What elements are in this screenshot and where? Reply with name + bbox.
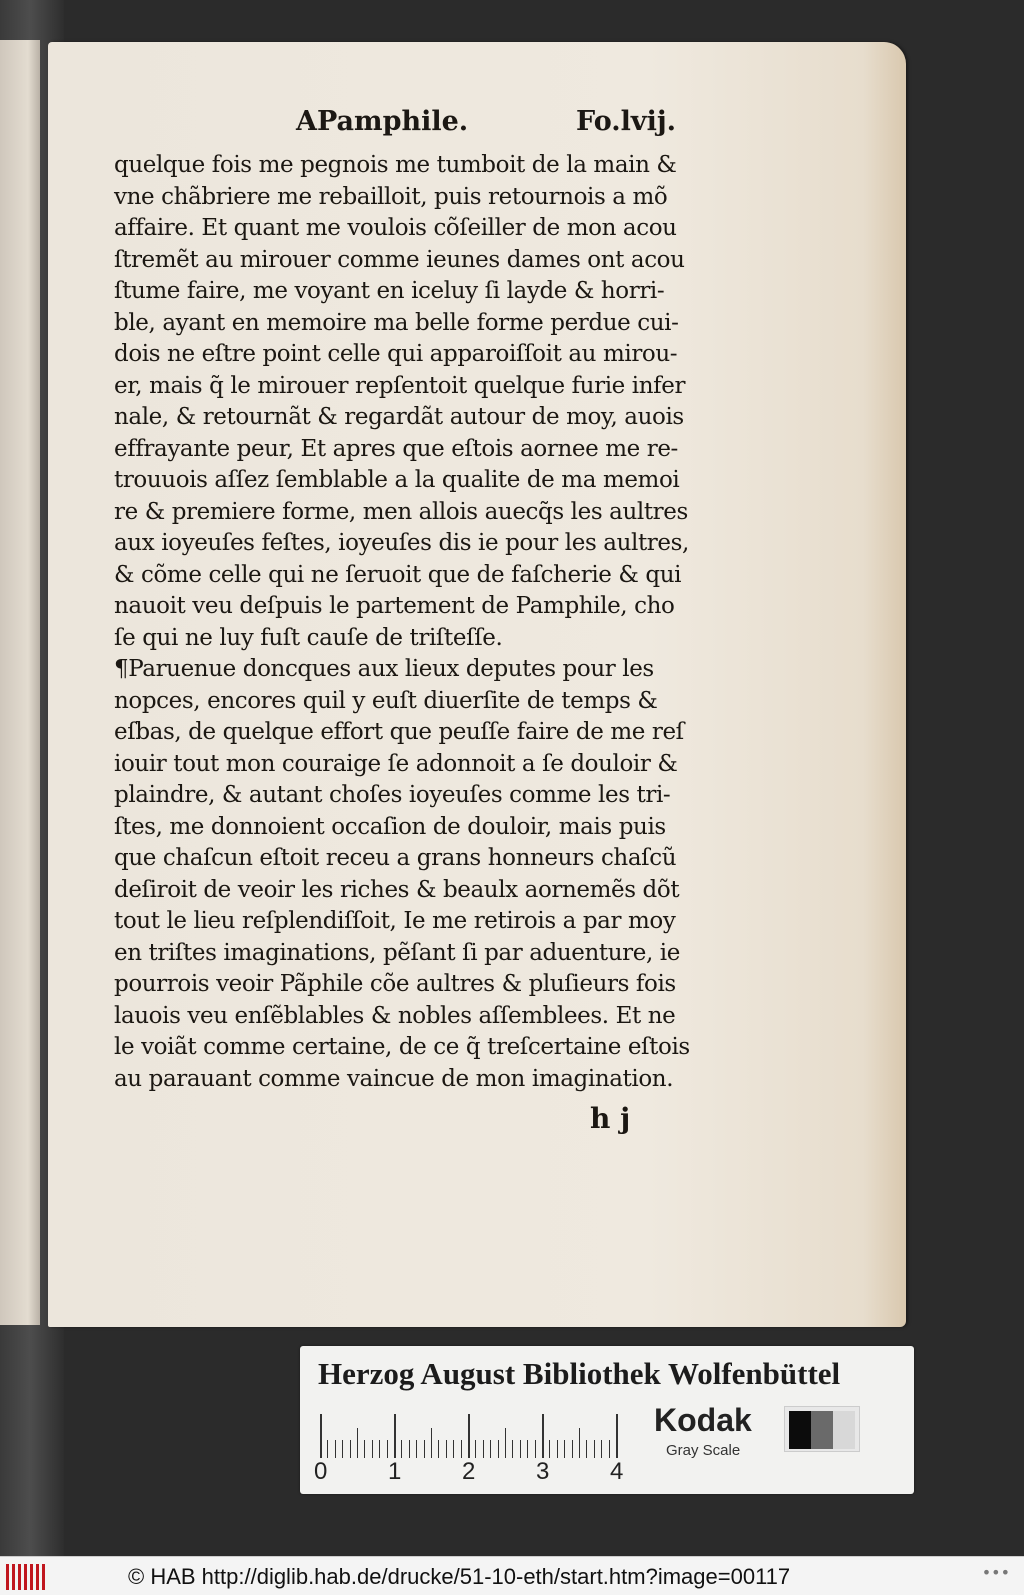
ruler-tick — [379, 1440, 380, 1458]
text-line: au parauant comme vaincue de mon imagination. — [114, 1065, 674, 1092]
ruler-tick — [475, 1440, 476, 1458]
ruler-tick — [594, 1440, 595, 1458]
ruler-number: 1 — [388, 1458, 402, 1485]
page-header — [296, 106, 676, 146]
ruler-tick — [372, 1440, 373, 1458]
ruler-tick — [416, 1440, 417, 1458]
ruler-tick — [357, 1428, 358, 1458]
ruler-number: 0 — [314, 1458, 328, 1485]
ruler-tick — [438, 1440, 439, 1458]
light-swatch — [833, 1411, 855, 1449]
ruler-tick — [601, 1440, 602, 1458]
ruler-tick — [453, 1440, 454, 1458]
ruler-tick — [505, 1428, 506, 1458]
text-line: nopces, encores quil y euſt diuerſite de temps & — [114, 687, 658, 714]
text-line: quelque fois me pegnois me tumboit de la main & — [114, 152, 677, 178]
ruler-tick — [468, 1414, 470, 1458]
calibration-card — [300, 1346, 914, 1494]
text-line: ſtremẽt au mirouer comme ieunes dames ont acou — [114, 246, 685, 273]
signature-mark: h j — [590, 1102, 631, 1135]
ruler-tick — [431, 1428, 432, 1458]
page-text — [114, 150, 734, 1095]
text-line: ¶Paruenue doncques aux lieux deputes pour les — [114, 656, 654, 682]
ruler-tick — [387, 1440, 388, 1458]
text-line: en triſtes imaginations, pẽſant ſi par aduenture, ie — [114, 939, 680, 966]
text-line: ſtume faire, me voyant en iceluy ſi layde & horri- — [114, 278, 665, 304]
ruler-tick — [364, 1440, 365, 1458]
text-line: ſe qui ne luy fuſt cauſe de triſteſſe. — [114, 624, 503, 651]
text-line: pourrois veoir Pãphile cõe aultres & pluſieurs fois — [114, 971, 676, 997]
text-line: er, mais q̃ le mirouer repſentoit quelque furie infer — [114, 372, 686, 399]
ruler-tick — [527, 1440, 528, 1458]
ruler-tick — [401, 1440, 402, 1458]
text-line: ſtes, me donnoient occaſion de douloir, mais puis — [114, 813, 666, 840]
text-line: iouir tout mon couraige ſe adonnoit a ſe douloir & — [114, 750, 678, 777]
text-line: lauois veu enſẽblables & nobles aſſemblees. Et ne — [114, 1002, 676, 1029]
text-line: nauoit veu deſpuis le partement de Pamphile, cho — [114, 593, 675, 619]
gray-swatch — [811, 1411, 833, 1449]
ruler-tick — [335, 1440, 336, 1458]
text-line: re & premiere forme, men allois auecq̃s les aultres — [114, 498, 688, 525]
text-line: plaindre, & autant choſes ioyeuſes comme les tri- — [114, 782, 671, 808]
ruler-tick — [609, 1440, 610, 1458]
footer-url[interactable]: © HAB http://diglib.hab.de/drucke/51-10-eth/start.htm?image=00117 — [128, 1564, 791, 1589]
ruler-tick — [490, 1440, 491, 1458]
gray-scale-label: Gray Scale — [666, 1442, 741, 1459]
text-line: ble, ayant en memoire ma belle forme perdue cui- — [114, 309, 679, 336]
footer-bar — [0, 1556, 1024, 1595]
ruler-tick — [572, 1440, 573, 1458]
ruler-number: 2 — [462, 1458, 476, 1485]
left-page-edge — [0, 40, 40, 1325]
text-line: affaire. Et quant me voulois cõſeiller de mon acou — [114, 215, 677, 241]
hab-logo-icon — [6, 1564, 48, 1590]
text-line: nale, & retournãt & regardãt autour de moy, auois — [114, 404, 684, 430]
text-line: deſiroit de veoir les riches & beaulx aornemẽs dõt — [114, 876, 680, 903]
ruler-tick — [557, 1440, 558, 1458]
ruler-tick — [535, 1440, 536, 1458]
ruler-tick — [498, 1440, 499, 1458]
ruler-tick — [564, 1440, 565, 1458]
text-line: que chaſcun eſtoit receu a grans honneurs chaſcũ — [114, 845, 677, 871]
ruler-tick — [549, 1440, 550, 1458]
kodak-logo: Kodak — [654, 1402, 752, 1438]
ruler-tick — [350, 1440, 351, 1458]
folio-number: Fo.lvij. — [576, 106, 676, 137]
running-title: APamphile. — [296, 106, 469, 137]
ruler-tick — [512, 1440, 513, 1458]
ruler-tick — [446, 1440, 447, 1458]
text-line: & cõme celle qui ne ſeruoit que de faſcherie & qui — [114, 561, 682, 588]
ruler-tick — [542, 1414, 544, 1458]
ruler-tick — [520, 1440, 521, 1458]
black-swatch — [789, 1411, 811, 1449]
library-name: Herzog August Bibliothek Wolfenbüttel — [318, 1356, 841, 1391]
ruler-tick — [320, 1414, 322, 1458]
ruler-tick — [342, 1440, 343, 1458]
ruler-number: 4 — [610, 1458, 624, 1485]
text-line: aux ioyeuſes feſtes, ioyeuſes dis ie pour les aultres, — [114, 530, 689, 556]
ruler-tick — [461, 1440, 462, 1458]
text-line: dois ne eſtre point celle qui apparoiſſoit au mirou- — [114, 341, 678, 367]
gray-scale-swatch — [784, 1406, 860, 1452]
text-line: le voiãt comme certaine, de ce q̃ treſcertaine eſtois — [114, 1034, 690, 1060]
ruler-tick — [424, 1440, 425, 1458]
ruler-tick — [586, 1440, 587, 1458]
ruler-tick — [579, 1428, 580, 1458]
ruler-tick — [327, 1440, 328, 1458]
text-line: effrayante peur, Et apres que eſtois aornee me re- — [114, 435, 678, 462]
ruler-tick — [394, 1414, 396, 1458]
text-line: tout le lieu reſplendiſſoit, Ie me retirois a par moy — [114, 908, 676, 934]
ruler-tick — [409, 1440, 410, 1458]
text-line: trouuois aſſez ſemblable a la qualite de ma memoi — [114, 467, 680, 493]
ruler-scale — [320, 1412, 624, 1458]
text-line: eſbas, de quelque effort que peuſſe faire de me reſ — [114, 719, 684, 745]
ruler-numbers — [312, 1458, 632, 1488]
ruler-tick — [483, 1440, 484, 1458]
more-options-icon[interactable]: ••• — [981, 1563, 1010, 1582]
ruler-number: 3 — [536, 1458, 550, 1485]
text-line: vne chãbriere me rebailloit, puis retournois a mõ — [114, 183, 668, 210]
ruler-tick — [616, 1414, 618, 1458]
